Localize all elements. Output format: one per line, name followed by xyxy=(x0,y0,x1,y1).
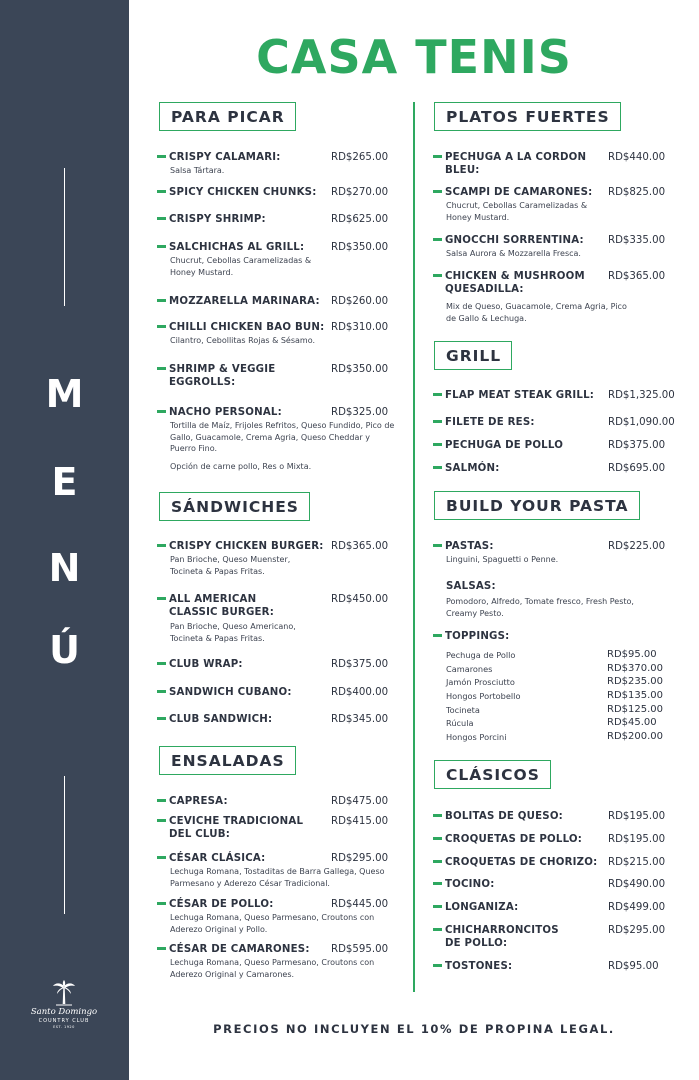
item-name: FILETE DE RES: xyxy=(445,417,535,428)
item-name: PASTAS: xyxy=(445,541,494,552)
page-title: CASA TENIS xyxy=(256,30,572,84)
item-name: SPICY CHICKEN CHUNKS: xyxy=(169,187,317,198)
section-sandwiches: SÁNDWICHES xyxy=(159,492,310,521)
column-divider xyxy=(413,102,415,992)
item-bullet xyxy=(157,690,166,693)
item-desc: Chucrut, Cebollas Caramelizadas & Honey Mustard. xyxy=(170,256,312,277)
section-para-picar: PARA PICAR xyxy=(159,102,296,131)
section-platos-fuertes: PLATOS FUERTES xyxy=(434,102,621,131)
item-desc: Pan Brioche, Queso Muenster, Tocineta & Papas Fritas. xyxy=(170,555,291,576)
item-price: RD$825.00 xyxy=(608,187,666,198)
topping-price: RD$95.00 xyxy=(607,649,657,660)
item-price: RD$345.00 xyxy=(331,714,389,725)
section-clasicos: CLÁSICOS xyxy=(434,760,551,789)
logo-est: EST. 1920 xyxy=(53,1025,75,1029)
item-price: RD$195.00 xyxy=(608,834,666,845)
item-name: CRISPY CHICKEN BURGER: xyxy=(169,541,324,552)
item-price: RD$265.00 xyxy=(331,152,389,163)
topping-name: Jamón Prosciutto xyxy=(446,677,515,687)
menu-letter-n: N xyxy=(48,546,81,590)
item-bullet xyxy=(433,443,442,446)
item-name: CLUB SANDWICH: xyxy=(169,714,273,725)
item-price: RD$440.00 xyxy=(608,152,666,163)
item-price: RD$325.00 xyxy=(331,407,389,418)
item-price: RD$350.00 xyxy=(331,364,389,375)
topping-row xyxy=(446,731,676,743)
item-name: CROQUETAS DE POLLO: xyxy=(445,834,583,845)
item-name: SCAMPI DE CAMARONES: xyxy=(445,187,593,198)
menu-letter-m: M xyxy=(45,372,84,416)
item-desc: Mix de Queso, Guacamole, Crema Agria, Pico de Gallo & Lechuga. xyxy=(446,302,627,323)
item-price: RD$475.00 xyxy=(331,796,389,807)
item-name: CEVICHE TRADICIONAL DEL CLUB: xyxy=(169,816,304,840)
footer-note: PRECIOS NO INCLUYEN EL 10% DE PROPINA LEGAL. xyxy=(213,1022,615,1036)
topping-name: Hongos Porcini xyxy=(446,732,507,742)
item-bullet xyxy=(157,245,166,248)
topping-name: Pechuga de Pollo xyxy=(446,650,516,660)
item-price: RD$375.00 xyxy=(331,659,389,670)
item-bullet xyxy=(157,902,166,905)
item-name: SHRIMP & VEGGIE EGGROLLS: xyxy=(169,364,276,388)
topping-name: Rúcula xyxy=(446,718,474,728)
item-bullet xyxy=(157,717,166,720)
item-name: PECHUGA DE POLLO xyxy=(445,440,564,451)
salsas-desc: Pomodoro, Alfredo, Tomate fresco, Fresh Pesto, Creamy Pesto. xyxy=(446,597,634,618)
item-price: RD$365.00 xyxy=(608,271,666,282)
item-bullet xyxy=(157,155,166,158)
item-name: TOSTONES: xyxy=(445,961,513,972)
item-price: RD$350.00 xyxy=(331,242,389,253)
item-bullet xyxy=(433,466,442,469)
item-bullet xyxy=(157,819,166,822)
sidebar-line-top xyxy=(64,168,65,306)
item-price: RD$1,325.00 xyxy=(608,390,675,401)
logo-script: Santo Domingo xyxy=(30,1007,98,1017)
item-bullet xyxy=(433,860,442,863)
item-bullet xyxy=(433,814,442,817)
item-name: CÉSAR DE POLLO: xyxy=(169,899,274,910)
item-name: CLUB WRAP: xyxy=(169,659,243,670)
item-price: RD$195.00 xyxy=(608,811,666,822)
item-price: RD$595.00 xyxy=(331,944,389,955)
item-price: RD$270.00 xyxy=(331,187,389,198)
item-name: CHILLI CHICKEN BAO BUN: xyxy=(169,322,325,333)
section-grill: GRILL xyxy=(434,341,512,370)
topping-price: RD$200.00 xyxy=(607,731,664,742)
item-desc: Lechuga Romana, Tostaditas de Barra Gallega, Queso Parmesano y Aderezo César Tradicional. xyxy=(170,867,385,888)
item-price: RD$1,090.00 xyxy=(608,417,675,428)
item-bullet xyxy=(157,299,166,302)
item-bullet xyxy=(157,410,166,413)
item-desc: Salsa Tártara. xyxy=(170,166,225,175)
item-name: ALL AMERICAN CLASSIC BURGER: xyxy=(169,594,275,618)
salsas-heading: SALSAS: xyxy=(446,581,496,592)
topping-price: RD$135.00 xyxy=(607,690,664,701)
topping-row xyxy=(446,704,676,716)
palm-tree-icon xyxy=(51,980,77,1006)
item-bullet xyxy=(157,217,166,220)
item-desc: Lechuga Romana, Queso Parmesano, Croutons con Aderezo Original y Camarones. xyxy=(170,958,375,979)
item-price: RD$695.00 xyxy=(608,463,666,474)
item-bullet xyxy=(157,799,166,802)
topping-row xyxy=(446,717,676,729)
item-price: RD$215.00 xyxy=(608,857,666,868)
item-price: RD$490.00 xyxy=(608,879,666,890)
item-price: RD$295.00 xyxy=(331,853,389,864)
sidebar xyxy=(0,0,129,1080)
item-desc: Pan Brioche, Queso Americano, Tocineta & Papas Fritas. xyxy=(170,622,296,643)
topping-price: RD$125.00 xyxy=(607,704,664,715)
item-bullet xyxy=(433,190,442,193)
item-name: CÉSAR CLÁSICA: xyxy=(169,853,266,864)
item-price: RD$95.00 xyxy=(608,961,659,972)
topping-name: Hongos Portobello xyxy=(446,691,521,701)
sidebar-line-bottom xyxy=(64,776,65,914)
item-name: CÉSAR DE CAMARONES: xyxy=(169,944,310,955)
item-bullet xyxy=(157,544,166,547)
item-name: BOLITAS DE QUESO: xyxy=(445,811,563,822)
item-name: CRISPY SHRIMP: xyxy=(169,214,266,225)
item-desc: Cilantro, Cebollitas Rojas & Sésamo. xyxy=(170,336,316,345)
item-desc: Lechuga Romana, Queso Parmesano, Croutons con Aderezo Original y Pollo. xyxy=(170,913,375,934)
topping-row xyxy=(446,663,676,675)
section-ensaladas: ENSALADAS xyxy=(159,746,296,775)
para-picar-note: Opción de carne pollo, Res o Mixta. xyxy=(170,462,312,471)
item-bullet xyxy=(157,325,166,328)
item-bullet xyxy=(157,367,166,370)
item-price: RD$335.00 xyxy=(608,235,666,246)
menu-letter-u: Ú xyxy=(49,628,80,672)
item-price: RD$445.00 xyxy=(331,899,389,910)
topping-name: Camarones xyxy=(446,664,493,674)
item-desc: Linguini, Spaguetti o Penne. xyxy=(446,555,559,564)
item-bullet xyxy=(433,905,442,908)
item-price: RD$295.00 xyxy=(608,925,666,936)
item-name: GNOCCHI SORRENTINA: xyxy=(445,235,584,246)
item-bullet xyxy=(157,662,166,665)
item-bullet xyxy=(433,393,442,396)
topping-row xyxy=(446,649,676,661)
item-name: SALCHICHAS AL GRILL: xyxy=(169,242,305,253)
item-bullet xyxy=(157,597,166,600)
item-name: LONGANIZA: xyxy=(445,902,519,913)
topping-price: RD$45.00 xyxy=(607,717,657,728)
item-bullet xyxy=(433,964,442,967)
item-price: RD$310.00 xyxy=(331,322,389,333)
item-bullet xyxy=(433,544,442,547)
topping-price: RD$370.00 xyxy=(607,663,664,674)
topping-price: RD$235.00 xyxy=(607,676,664,687)
logo-subtitle: COUNTRY CLUB xyxy=(38,1018,90,1024)
item-bullet xyxy=(433,882,442,885)
item-bullet xyxy=(433,155,442,158)
item-desc: Tortilla de Maíz, Frijoles Refritos, Queso Fundido, Pico de Gallo, Guacamole, Crema Agria, Queso Cheddar y Puerro Fino. xyxy=(170,421,395,453)
item-name: CRISPY CALAMARI: xyxy=(169,152,281,163)
item-name: TOPPINGS: xyxy=(445,631,510,642)
item-name: SANDWICH CUBANO: xyxy=(169,687,292,698)
item-bullet xyxy=(433,634,442,637)
item-desc: Salsa Aurora & Mozzarella Fresca. xyxy=(446,249,581,258)
item-name: MOZZARELLA MARINARA: xyxy=(169,296,320,307)
item-price: RD$260.00 xyxy=(331,296,389,307)
item-name: NACHO PERSONAL: xyxy=(169,407,282,418)
item-bullet xyxy=(433,274,442,277)
item-price: RD$625.00 xyxy=(331,214,389,225)
item-name: SALMÓN: xyxy=(445,463,500,474)
topping-row xyxy=(446,676,676,688)
item-name: PECHUGA A LA CORDON BLEU: xyxy=(445,152,587,176)
item-price: RD$450.00 xyxy=(331,594,389,605)
item-name: CAPRESA: xyxy=(169,796,228,807)
topping-row xyxy=(446,690,676,702)
item-price: RD$400.00 xyxy=(331,687,389,698)
item-desc: Chucrut, Cebollas Caramelizadas & Honey Mustard. xyxy=(446,201,588,222)
club-logo xyxy=(18,980,110,1040)
item-bullet xyxy=(157,947,166,950)
item-bullet xyxy=(433,420,442,423)
item-bullet xyxy=(433,837,442,840)
item-price: RD$415.00 xyxy=(331,816,389,827)
item-bullet xyxy=(157,856,166,859)
item-name: FLAP MEAT STEAK GRILL: xyxy=(445,390,595,401)
item-price: RD$365.00 xyxy=(331,541,389,552)
item-bullet xyxy=(433,238,442,241)
item-name: CHICHARRONCITOS DE POLLO: xyxy=(445,925,559,949)
item-name: CHICKEN & MUSHROOM QUESADILLA: xyxy=(445,271,585,295)
item-bullet xyxy=(433,928,442,931)
topping-name: Tocineta xyxy=(446,705,480,715)
item-bullet xyxy=(157,190,166,193)
item-name: TOCINO: xyxy=(445,879,495,890)
section-build-your-pasta: BUILD YOUR PASTA xyxy=(434,491,640,520)
item-name: CROQUETAS DE CHORIZO: xyxy=(445,857,598,868)
item-price: RD$499.00 xyxy=(608,902,666,913)
item-price: RD$375.00 xyxy=(608,440,666,451)
menu-letter-e: E xyxy=(51,460,78,504)
item-price: RD$225.00 xyxy=(608,541,666,552)
